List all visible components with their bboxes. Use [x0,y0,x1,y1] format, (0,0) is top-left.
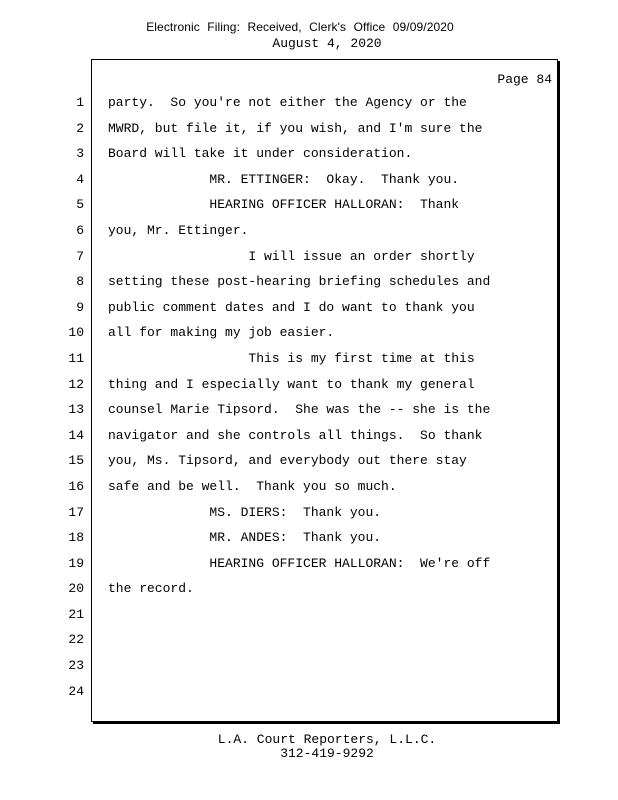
line-number-column [62,94,84,708]
line-number: 19 [68,555,84,571]
transcript-line: safe and be well. Thank you so much. [108,478,397,494]
transcript-line: the record. [108,581,194,597]
reporter-company: L.A. Court Reporters, L.L.C. [217,732,437,747]
hearing-date: August 4, 2020 [272,36,382,51]
line-number: 18 [68,530,84,546]
transcript-line: you, Ms. Tipsord, and everybody out there stay [108,453,467,469]
transcript-line: I will issue an order shortly [108,248,475,264]
line-number: 10 [68,325,84,341]
transcript-line: setting these post-hearing briefing schedules and [108,274,491,290]
footer [0,733,618,761]
line-number: 13 [68,402,84,418]
transcript-body [108,94,548,708]
transcript-line: MWRD, but file it, if you wish, and I'm sure the [108,120,483,136]
transcript-line: MS. DIERS: Thank you. [108,504,382,520]
transcript-line: all for making my job easier. [108,325,335,341]
transcript-line: MR. ANDES: Thank you. [108,530,382,546]
line-number: 20 [68,581,84,597]
transcript-line: HEARING OFFICER HALLORAN: We're off [108,555,491,571]
line-number: 22 [68,632,84,648]
transcript-line: HEARING OFFICER HALLORAN: Thank [108,197,460,213]
line-number: 12 [68,376,84,392]
line-number: 7 [76,248,84,264]
transcript-line: you, Mr. Ettinger. [108,222,249,238]
line-number: 17 [68,504,84,520]
transcript-line [108,606,548,632]
line-number: 5 [76,197,84,213]
transcript-line [108,631,548,657]
line-number: 23 [68,658,84,674]
transcript-line: thing and I especially want to thank my general [108,376,475,392]
reporter-phone: 312-419-9292 [280,746,374,761]
transcript-line: MR. ETTINGER: Okay. Thank you. [108,171,460,187]
line-number: 1 [76,95,84,110]
line-number: 15 [68,453,84,469]
page-number: Page 84 [497,72,552,87]
line-number: 24 [68,683,84,699]
filing-stamp: Electronic Filing: Received, Clerk's Office 09/09/2020 [146,20,454,34]
line-number: 14 [68,427,84,443]
line-number: 4 [76,171,84,187]
transcript-line: party. So you're not either the Agency or the [108,95,467,110]
transcript-line: This is my first time at this [108,350,475,366]
line-number: 3 [76,146,84,162]
transcript-line: navigator and she controls all things. So thank [108,427,483,443]
line-number: 11 [68,350,84,366]
transcript-line [108,683,548,709]
line-number: 21 [68,606,84,622]
transcript-line [108,657,548,683]
line-number: 6 [76,222,84,238]
line-number: 9 [76,299,84,315]
transcript-line: Board will take it under consideration. [108,146,413,162]
line-number: 2 [76,120,84,136]
transcript-line: public comment dates and I do want to thank you [108,299,475,315]
transcript-line: counsel Marie Tipsord. She was the -- she is the [108,402,491,418]
line-number: 8 [76,274,84,290]
line-number: 16 [68,478,84,494]
